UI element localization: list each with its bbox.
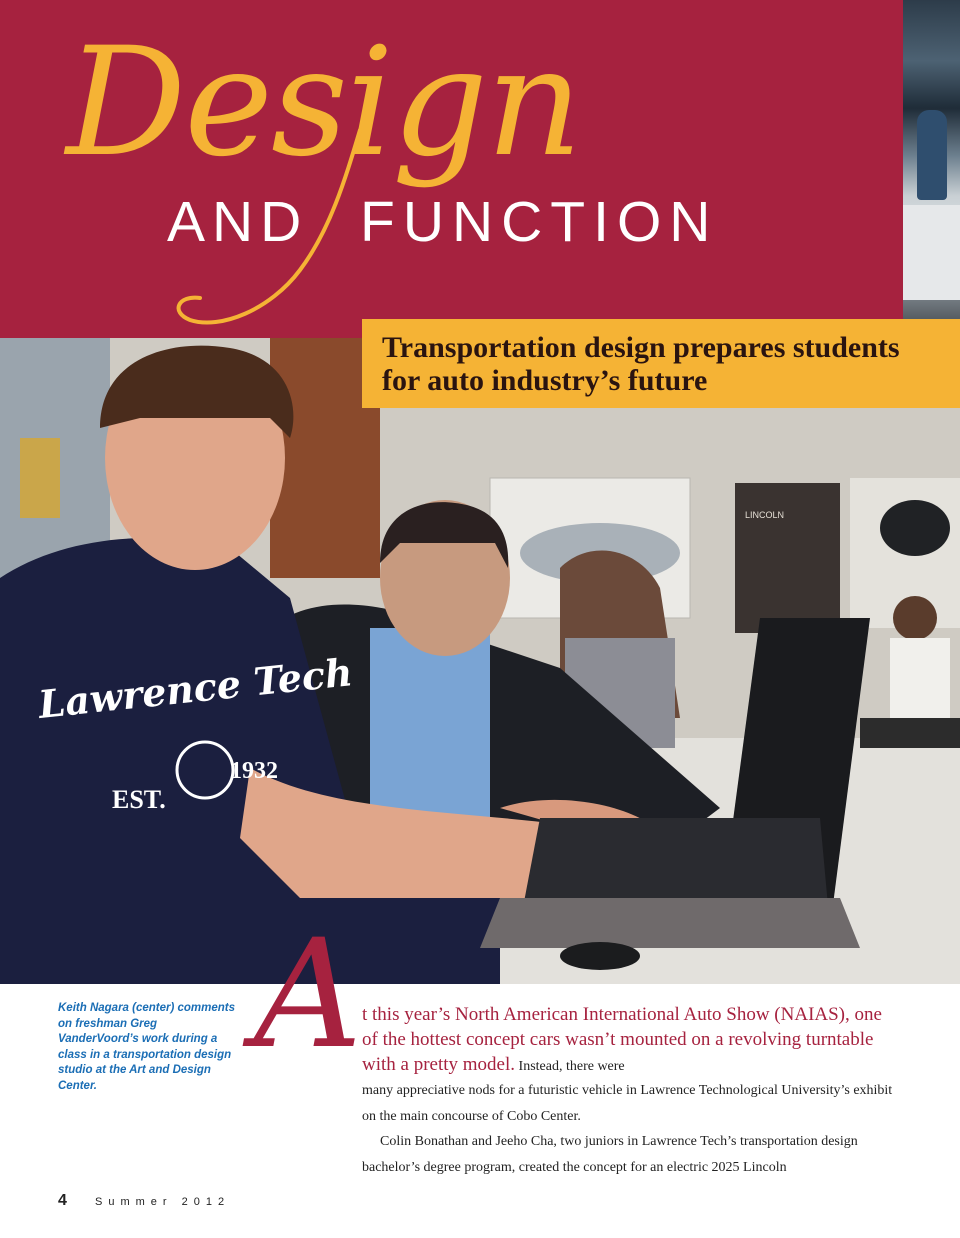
auto-show-table bbox=[903, 205, 960, 300]
article-subtitle bbox=[382, 331, 952, 397]
classroom-photo-illustration bbox=[0, 338, 960, 984]
drop-cap: A bbox=[254, 908, 363, 1082]
article-lede bbox=[362, 1002, 902, 1079]
title-and: AND bbox=[167, 190, 309, 254]
shirt-year: 1932 bbox=[230, 758, 278, 784]
title-script: Design bbox=[66, 16, 581, 190]
classroom-photo bbox=[0, 338, 960, 984]
page-number: 4 bbox=[58, 1192, 67, 1209]
issue-label: Summer 2012 bbox=[95, 1196, 231, 1208]
title-function: FUNCTION bbox=[360, 190, 719, 254]
shirt-est: EST. bbox=[112, 785, 166, 814]
article-body bbox=[362, 1078, 902, 1180]
subtitle-line-1: Transportation design prepares students bbox=[382, 331, 900, 364]
shirt-logo: Lawrence Tech bbox=[36, 649, 355, 727]
subtitle-line-2: for auto industry’s future bbox=[382, 364, 708, 397]
body-paragraph-1: many appreciative nods for a futuristic vehicle in Lawrence Technological University’s exhibit on the main concourse of Cobo Center. bbox=[362, 1083, 893, 1124]
lede-rest: Instead, there were bbox=[515, 1059, 625, 1074]
auto-show-photo bbox=[903, 0, 960, 338]
body-paragraph-2: Colin Bonathan and Jeeho Cha, two juniors in Lawrence Tech’s transportation design bachelor’s degree program, created the concept for an electric 2025 Lincoln bbox=[362, 1134, 858, 1175]
auto-show-person bbox=[917, 110, 947, 200]
lede-highlight: t this year’s North American International Auto Show (NAIAS), one of the hottest concept cars wasn’t mounted on a revolving turntable with a pretty model. bbox=[362, 1004, 882, 1075]
poster-label: LINCOLN bbox=[745, 510, 785, 520]
photo-caption: Keith Nagara (center) comments on freshman Greg VanderVoord’s work during a class in a transportation design studio at the Art and Design Center. bbox=[58, 1002, 236, 1092]
